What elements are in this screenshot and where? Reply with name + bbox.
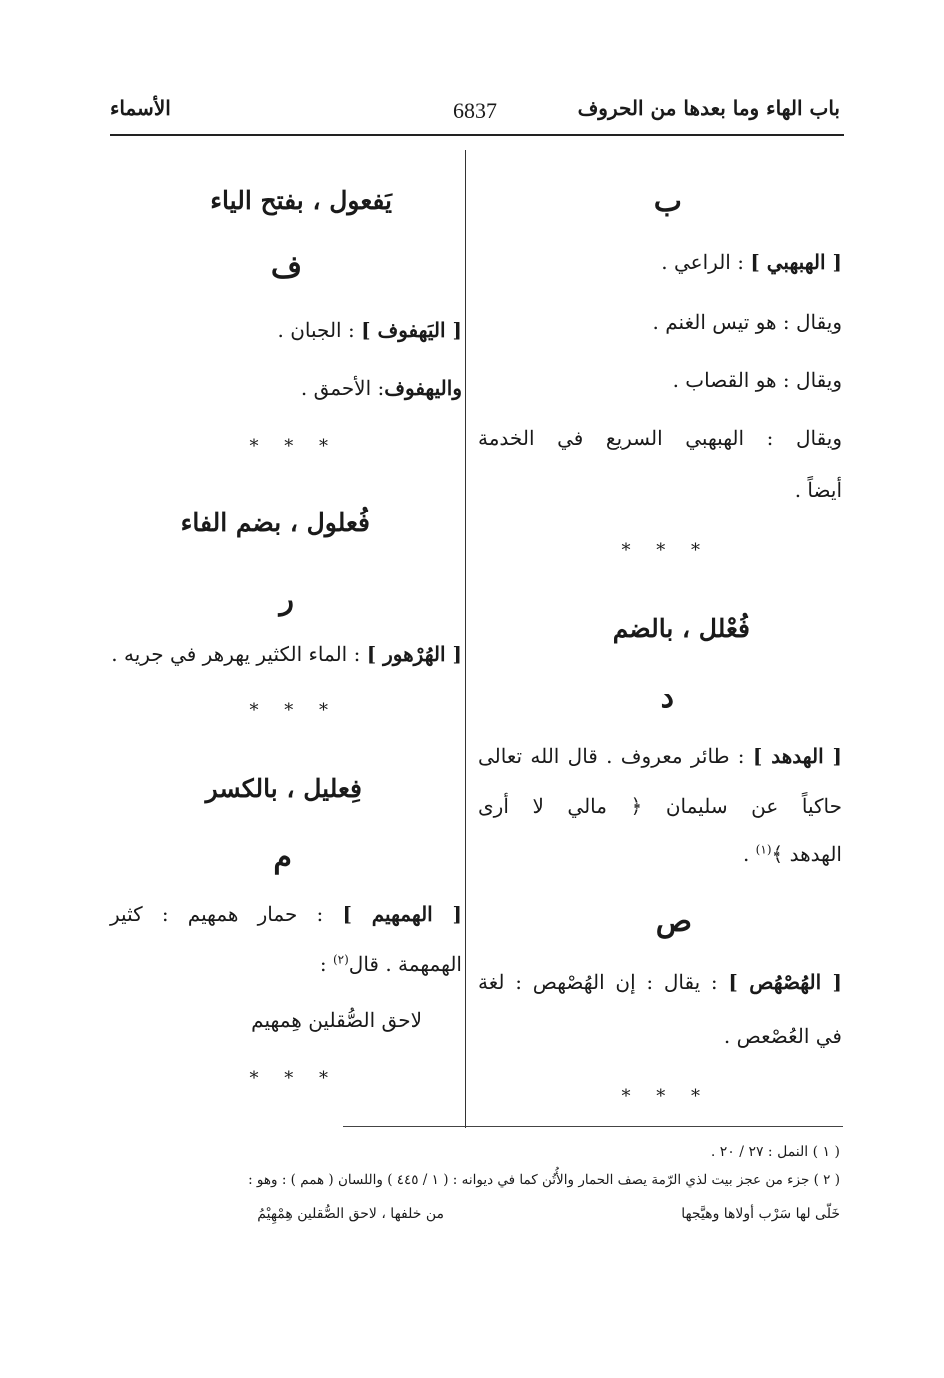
entry-yahfoof-line1: [ اليَهفوف ] : الجبان . — [277, 318, 462, 342]
section-separator: * * * — [249, 436, 338, 457]
letter-heading-d: د — [660, 680, 674, 715]
section-separator: * * * — [621, 540, 710, 561]
entry-hudhud-line1: [ الهدهد ] : طائر معروف . قال الله تعالى — [478, 744, 843, 768]
entry-yahfoof-line2: واليهفوف: الأحمق . — [300, 376, 462, 400]
letter-heading-f: ف — [270, 250, 302, 285]
page-number: 6837 — [453, 98, 497, 123]
pattern-heading-filil: فِعليل ، بالكسر — [205, 774, 362, 803]
footnote-verse-second-hemistich: من خلفها ، لاحق الصُّقلين هِمْهِيْمُ — [257, 1206, 444, 1222]
entry-term: [ الهُصْهُص ] — [728, 970, 842, 994]
entry-hurhoor: [ الهُرْهور ] : الماء الكثير يهرهر في جريه . — [111, 642, 462, 666]
entry-line: ويقال : هو تيس الغنم . — [652, 310, 842, 334]
entry-hebhebi-line1 — [661, 250, 842, 274]
footnote-verse-first-hemistich: خَلّى لها سَرْب أولاها وهيَّجها — [681, 1206, 840, 1222]
entry-line: في العُصْعص . — [723, 1024, 842, 1048]
entry-line: ويقال : هو القصاب . — [672, 368, 842, 392]
entry-line: أيضاً . — [794, 478, 842, 502]
running-head-chapter: باب الهاء وما بعدها من الحروف — [577, 96, 840, 120]
pattern-heading-yafool: يَفعول ، بفتح الياء — [210, 186, 392, 215]
section-separator: * * * — [249, 700, 338, 721]
entry-line: الهدهد ﴾$^{(١)}$ . — [742, 842, 842, 866]
entry-term: واليهفوف — [384, 376, 462, 400]
footnote-ref-1: (١) — [755, 842, 772, 857]
letter-heading-b: ب — [653, 184, 682, 219]
entry-hamheem-line1: [ الهمهيم ] : حمار همهيم : كثير — [110, 902, 462, 926]
entry-term: [ الهُرْهور ] — [366, 642, 462, 666]
entry-term: [ الهدهد ] — [752, 744, 843, 768]
pattern-heading-fuool: فُعلول ، بضم الفاء — [180, 508, 370, 537]
section-separator: * * * — [621, 1086, 710, 1107]
entry-term: [ اليَهفوف ] — [361, 318, 462, 342]
entry-definition: : الراعي . — [661, 250, 744, 274]
footnote-2: ( ٢ ) جزء من عجز بيت لذي الرّمة يصف الحمار والأُتُن كما في ديوانه : ( ١ / ٤٤٥ ) واللسان ( همم ) : وهو : — [248, 1172, 840, 1188]
running-head-section: الأسماء — [110, 96, 171, 120]
entry-line: حاكياً عن سليمان ﴿ مالي لا أرى — [478, 794, 842, 818]
column-divider — [465, 150, 466, 1128]
letter-heading-s: ص — [655, 904, 692, 939]
entry-husshus-line1: [ الهُصْهُص ] : يقال : إن الهُصْهص : لغة — [478, 970, 842, 994]
footnote-ref-2: (٢) — [332, 952, 349, 967]
entry-term: [ الهبهبي ] — [750, 250, 842, 274]
footnote-1: ( ١ ) النمل : ٢٧ / ٢٠ . — [710, 1144, 840, 1160]
verse-quote: لاحق الصُّقلين هِمهيم — [251, 1008, 422, 1032]
entry-line: ويقال : الهبهبي السريع في الخدمة — [478, 426, 842, 450]
entry-term: [ الهمهيم ] — [342, 902, 462, 926]
letter-heading-m: م — [273, 840, 292, 875]
section-separator: * * * — [249, 1068, 338, 1089]
letter-heading-r: ر — [279, 582, 294, 617]
entry-line: الهمهمة . قال$^{(٢)}$ : — [319, 952, 462, 976]
pattern-heading-fulal: فُعْلل ، بالضم — [612, 614, 750, 643]
